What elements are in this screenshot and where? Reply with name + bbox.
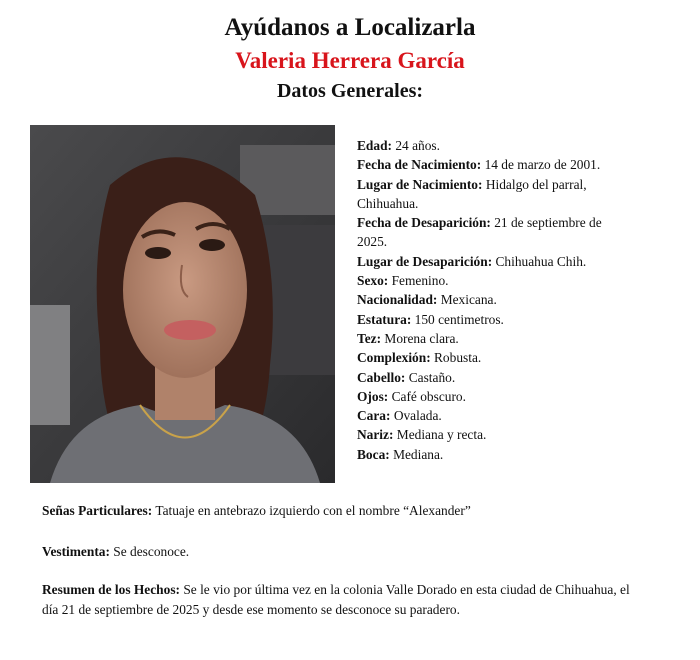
detail-lugar-nacimiento: Lugar de Nacimiento: Hidalgo del parral, Chihuahua. [357,176,587,211]
detail-nacionalidad: Nacionalidad: Mexicana. [357,292,497,308]
vestimenta: Vestimenta: Se desconoce. [42,544,190,559]
detail-fecha-nacimiento: Fecha de Nacimiento: 14 de marzo de 2001. [357,157,601,173]
detail-estatura: Estatura: 150 centimetros. [357,311,504,327]
general-details [357,136,629,464]
detail-nariz: Nariz: Mediana y recta. [357,427,487,443]
page-title: Ayúdanos a Localizarla [224,14,476,41]
detail-fecha-desaparicion: Fecha de Desaparición: 21 de septiembre de 2025. [357,215,602,250]
detail-lugar-desaparicion: Lugar de Desaparición: Chihuahua Chih. [357,253,587,269]
person-photo [30,125,335,483]
person-name: Valeria Herrera García [235,48,465,73]
detail-tez: Tez: Morena clara. [357,330,459,346]
detail-ojos: Ojos: Café obscuro. [357,388,466,404]
detail-cara: Cara: Ovalada. [357,408,442,424]
detail-cabello: Cabello: Castaño. [357,369,456,385]
detail-sexo: Sexo: Femenino. [357,273,449,289]
senas-particulares: Señas Particulares: Tatuaje en antebrazo izquierdo con el nombre “Alexander” [42,503,471,518]
detail-complexion: Complexión: Robusta. [357,350,482,366]
detail-boca: Boca: Mediana. [357,446,444,462]
section-title: Datos Generales: [276,80,424,102]
resumen-hechos: Resumen de los Hechos: Se le vio por última vez en la colonia Valle Dorado en esta ciudad de Chihuahua, el día 21 de septiembre de 2025 y desde ese momento se desconoce su paradero. [42,582,630,617]
detail-edad: Edad: 24 años. [357,138,440,153]
